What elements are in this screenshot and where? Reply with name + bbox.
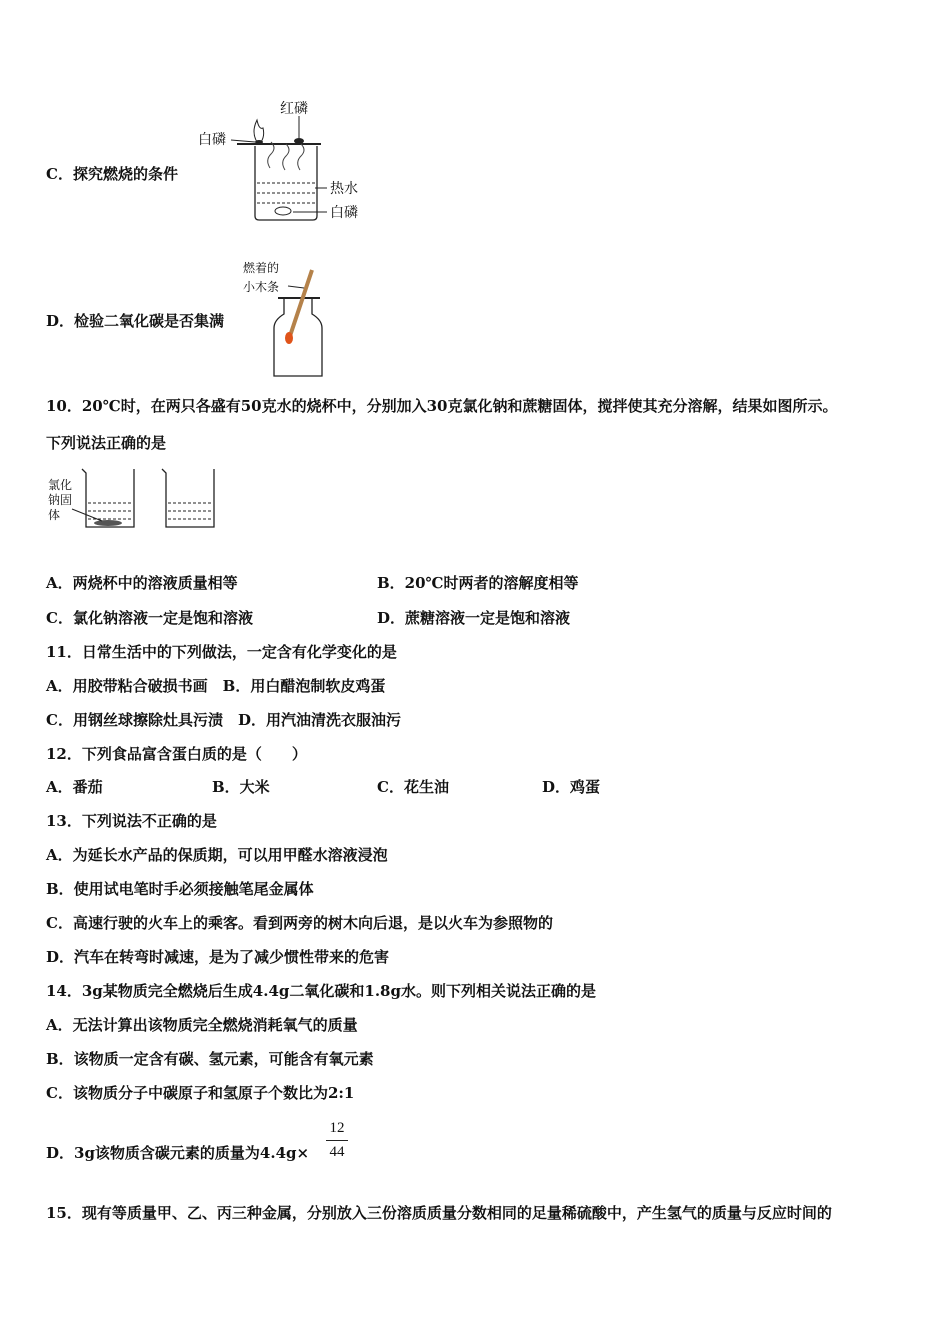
q12-option-a: A．番茄	[46, 778, 103, 796]
q14-option-b: B．该物质一定含有碳、氢元素，可能含有氧元素	[46, 1050, 374, 1068]
q13-option-a: A．为延长水产品的保质期，可以用甲醛水溶液浸泡	[46, 846, 388, 864]
q10-option-b: B．20℃时两者的溶解度相等	[377, 574, 579, 592]
q13-option-d: D．汽车在转弯时减速，是为了减少惯性带来的危害	[46, 948, 390, 966]
q11-options-row2: C．用钢丝球擦除灶具污渍 D．用汽油清洗衣服油污	[46, 711, 401, 729]
q11-options-row1: A．用胶带粘合破损书画 B．用白醋泡制软皮鸡蛋	[46, 677, 386, 695]
q15-stem: 15．现有等质量甲、乙、丙三种金属，分别放入三份溶质质量分数相同的足量稀硫酸中，产生氢气的质量与反应时间的	[46, 1204, 832, 1222]
q12-option-b: B．大米	[212, 778, 270, 796]
q10-stem-line2: 下列说法正确的是	[46, 434, 167, 452]
co2-test-diagram	[240, 258, 330, 378]
q10-option-a: A．两烧杯中的溶液质量相等	[46, 574, 238, 592]
q12-stem: 12．下列食品富含蛋白质的是（ ）	[46, 745, 307, 763]
q14-option-d: D．3g该物质含碳元素的质量为4.4g×	[46, 1144, 310, 1162]
q10-option-d: D．蔗糖溶液一定是饱和溶液	[377, 609, 571, 627]
q9-option-c: C．探究燃烧的条件	[46, 165, 178, 183]
q10-stem-line1: 10．20℃时，在两只各盛有50克水的烧杯中，分别加入30克氯化钠和蔗糖固体，搅拌使其充分溶解，结果如图所示。	[46, 397, 838, 415]
q12-option-d: D．鸡蛋	[542, 778, 601, 796]
q14-option-c: C．该物质分子中碳原子和氢原子个数比为2:1	[46, 1084, 355, 1102]
q13-stem: 13．下列说法不正确的是	[46, 812, 217, 830]
label-wood-stick: 小木条	[243, 280, 280, 294]
two-beakers-diagram	[80, 465, 220, 535]
label-white-phosphorus-bottom: 白磷	[330, 205, 358, 221]
q12-option-c: C．花生油	[377, 778, 449, 796]
fraction-bar	[326, 1140, 348, 1141]
q14-stem: 14．3g某物质完全燃烧后生成4.4g二氧化碳和1.8g水。则下列相关说法正确的是	[46, 982, 596, 1000]
fraction-numerator: 12	[329, 1120, 345, 1136]
label-hot-water: 热水	[330, 181, 358, 197]
label-nacl-2: 钠固	[48, 493, 73, 507]
label-nacl-1: 氯化	[48, 478, 73, 492]
q13-option-c: C．高速行驶的火车上的乘客。看到两旁的树木向后退，是以火车为参照物的	[46, 914, 553, 932]
label-burning: 燃着的	[243, 261, 280, 275]
q14-option-a: A．无法计算出该物质完全燃烧消耗氧气的质量	[46, 1016, 358, 1034]
fraction-denominator: 44	[329, 1144, 345, 1160]
label-nacl-3: 体	[48, 508, 61, 522]
q9-option-d: D．检验二氧化碳是否集满	[46, 312, 225, 330]
label-white-phosphorus-top: 白磷	[198, 132, 226, 148]
q11-stem: 11．日常生活中的下列做法，一定含有化学变化的是	[46, 643, 397, 661]
label-red-phosphorus: 红磷	[280, 101, 308, 117]
q10-option-c: C．氯化钠溶液一定是饱和溶液	[46, 609, 253, 627]
q13-option-b: B．使用试电笔时手必须接触笔尾金属体	[46, 880, 314, 898]
